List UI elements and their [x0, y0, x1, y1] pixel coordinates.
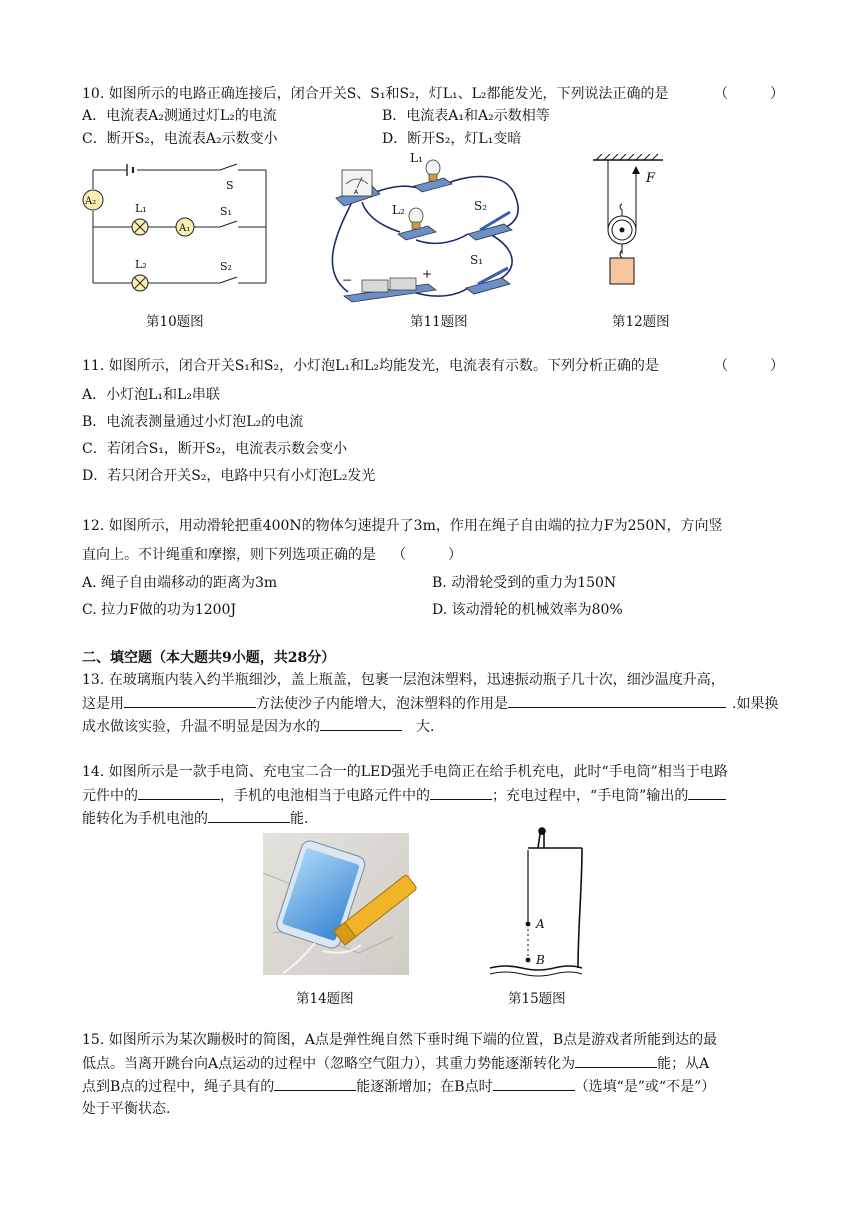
q10-option-a: A．电流表A₂测通过灯L₂的电流: [82, 108, 277, 124]
q15-blank-1: [575, 1053, 657, 1068]
load-block-icon: [610, 258, 634, 284]
fig11-label-l1: L₁: [410, 151, 423, 165]
fig15-label-a: A: [536, 917, 545, 931]
fig11-label-l2: L₂: [392, 203, 405, 217]
q13-line2: 这是用 方法使沙子内能增大，泡沫塑料的作用是 .如果换: [82, 693, 778, 714]
fig10-circuit-diagram: [80, 155, 280, 300]
q13-blank-1: [124, 693, 256, 708]
q12-option-c: C. 拉力F做的功为1200J: [82, 602, 237, 618]
force-arrow-icon: [632, 166, 640, 185]
q10-option-c: C．断开S₂，电流表A₂示数变小: [82, 131, 278, 147]
q12-answer-paren: （ ）: [392, 547, 462, 563]
q10-option-d: D．断开S₂，灯L₁变暗: [382, 131, 522, 147]
fig11-label-s2: S₂: [474, 199, 488, 213]
q12-stem-line2: 直向上。不计绳重和摩擦，则下列选项正确的是 （ ）: [82, 547, 462, 563]
fig11-label-minus: −: [342, 273, 353, 287]
fig11-label-plus: +: [422, 267, 433, 281]
lamp-l1-icon: [132, 219, 148, 235]
fig10-label-s1: S₁: [220, 205, 232, 218]
fig10-label-a2: A₂: [85, 196, 97, 207]
q11-answer-paren: （ ）: [714, 358, 784, 374]
q12-stem-line1: 12. 如图所示，用动滑轮把重400N的物体匀速提升了3m，作用在绳子自由端的拉力F为250N，方向竖: [82, 518, 723, 534]
q11-option-a: A．小灯泡L₁和L₂串联: [82, 387, 220, 403]
switch-s2-device-icon: [468, 212, 512, 240]
q15-blank-2: [274, 1076, 356, 1091]
q10-stem: 10. 如图所示的电路正确连接后，闭合开关S、S₁和S₂，灯L₁、L₂都能发光，下列说法正确的是: [82, 86, 669, 102]
q14-line2: 元件中的 ，手机的电池相当于电路元件中的 ；充电过程中，“手电筒”输出的: [82, 785, 726, 806]
fig12-pulley-diagram: [588, 150, 708, 300]
q15-line3: 点到B点的过程中，绳子具有的 能逐渐增加；在B点时 （选填“是”或“不是”）: [82, 1076, 715, 1097]
svg-text:A: A: [354, 189, 359, 196]
fig15-caption: 第15题图: [508, 991, 566, 1007]
q14-blank-3: [688, 785, 726, 800]
q14-blank-2: [430, 785, 492, 800]
q15-line2: 低点。当离开跳台向A点运动的过程中（忽略空气阻力），其重力势能逐渐转化为 能；从A: [82, 1053, 709, 1074]
lamp-l2-icon: [132, 275, 148, 291]
fig15-label-b: B: [536, 953, 545, 967]
switch-s1-device-icon: [466, 268, 510, 294]
q14-blank-4: [208, 808, 290, 823]
battery-holder-icon: [344, 278, 436, 302]
q14-line1: 14. 如图所示是一款手电筒、充电宝二合一的LED强光手电筒正在给手机充电，此时“手电筒”相当于电路: [82, 764, 728, 780]
q13-blank-3: [320, 716, 402, 731]
q15-line4: 处于平衡状态.: [82, 1101, 171, 1117]
q11-option-b: B．电流表测量通过小灯泡L₂的电流: [82, 414, 304, 430]
fig14-caption: 第14题图: [296, 991, 354, 1007]
fig11-label-s1: S₁: [470, 253, 484, 267]
q11-stem: 11. 如图所示，闭合开关S₁和S₂，小灯泡L₁和L₂均能发光，电流表有示数。下列分析正确的是: [82, 358, 659, 374]
fig15-bungee-diagram: [486, 828, 586, 978]
fig10-label-l1: L₁: [135, 202, 147, 215]
q10-option-b: B．电流表A₁和A₂示数相等: [382, 108, 550, 124]
fig10-label-l2: L₂: [135, 258, 147, 271]
q11-option-d: D．若只闭合开关S₂，电路中只有小灯泡L₂发光: [82, 468, 376, 484]
q14-blank-1: [138, 785, 220, 800]
fig14-phone-flashlight-photo: [263, 833, 409, 975]
q10-answer-paren: （ ）: [714, 86, 784, 102]
fig12-caption: 第12题图: [612, 314, 670, 330]
q15-blank-3: [493, 1076, 575, 1091]
q14-line3: 能转化为手机电池的 能.: [82, 808, 308, 829]
fig10-label-s2: S₂: [220, 260, 232, 273]
q13-line3: 成水做该实验，升温不明显是因为水的 大.: [82, 716, 434, 737]
fig10-caption: 第10题图: [146, 314, 204, 330]
q12-option-b: B. 动滑轮受到的重力为150N: [432, 575, 617, 591]
fig10-label-s: S: [226, 179, 234, 192]
q13-line1: 13. 在玻璃瓶内装入约半瓶细沙，盖上瓶盖，包裹一层泡沫塑料，迅速振动瓶子几十次，细沙温度升高，: [82, 672, 725, 688]
fig10-label-a1: A₁: [179, 223, 191, 234]
fig11-caption: 第11题图: [410, 314, 468, 330]
ammeter-device-icon: [336, 170, 380, 206]
q12-option-d: D. 该动滑轮的机械效率为80%: [432, 602, 623, 618]
fig11-physical-circuit: [318, 150, 528, 308]
fig12-label-f: F: [646, 171, 656, 186]
q15-line1: 15. 如图所示为某次蹦极时的简图，A点是弹性绳自然下垂时绳下端的位置，B点是游戏者所能到达的最: [82, 1032, 718, 1048]
section-2-title: 二、填空题（本大题共9小题，共28分）: [82, 650, 336, 666]
q12-option-a: A. 绳子自由端移动的距离为3m: [82, 575, 278, 591]
q11-option-c: C．若闭合S₁，断开S₂，电流表示数会变小: [82, 441, 348, 457]
q13-blank-2: [508, 693, 726, 708]
